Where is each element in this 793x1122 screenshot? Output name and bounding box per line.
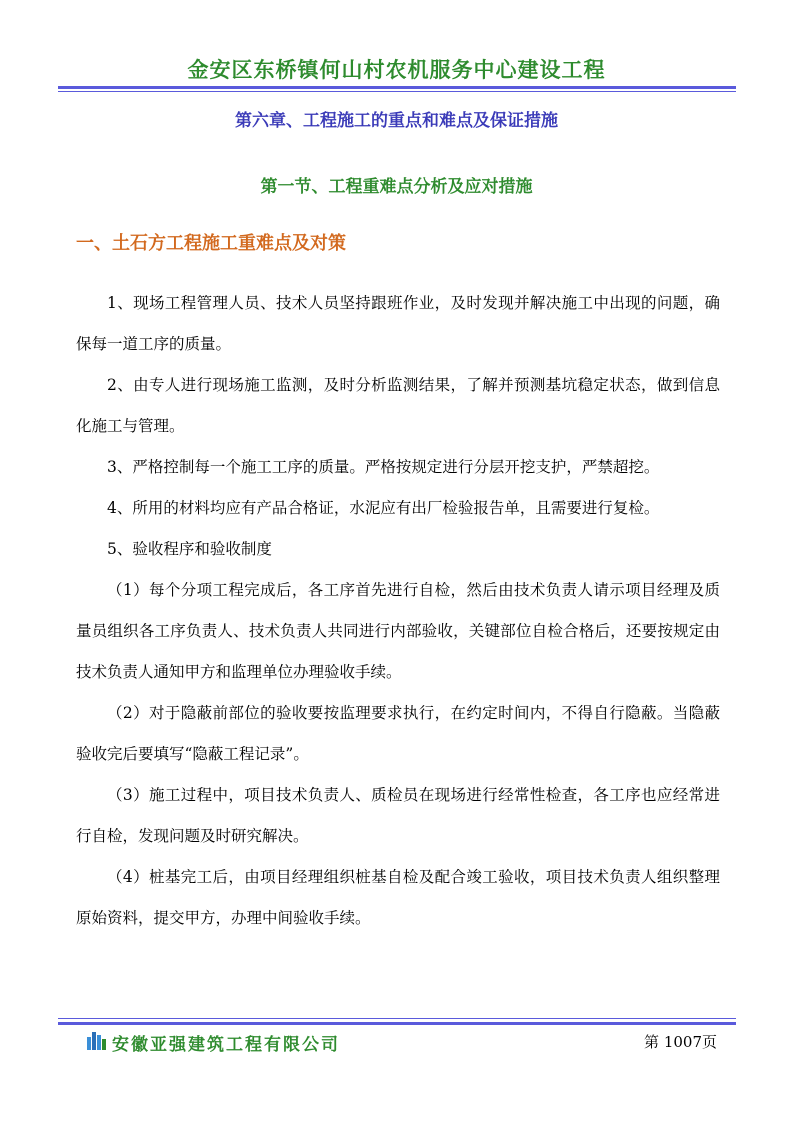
paragraph-4: 4、所用的材料均应有产品合格证，水泥应有出厂检验报告单，且需要进行复检。 <box>107 499 660 517</box>
header-title: 金安区东桥镇何山村农机服务中心建设工程 <box>187 58 606 82</box>
paragraph-5: 5、验收程序和验收制度 <box>107 540 272 558</box>
paragraph-2: 2、由专人进行现场施工监测，及时分析监测结果，了解并预测基坑稳定状态，做到信息化施工与管理。 <box>76 376 720 435</box>
page-number: 第 1007页 <box>644 1033 717 1051</box>
heading-earthwork: 一、土石方工程施工重难点及对策 <box>76 233 346 254</box>
header-rule-thick <box>58 86 736 89</box>
footer-rule-thin <box>58 1018 736 1019</box>
footer-rule-thick <box>58 1022 736 1025</box>
paragraph-5-2: （2）对于隐蔽前部位的验收要按监理要求执行，在约定时间内，不得自行隐蔽。当隐蔽验收完后要填写“隐蔽工程记录”。 <box>76 704 720 763</box>
paragraph-5-1: （1）每个分项工程完成后，各工序首先进行自检，然后由技术负责人请示项目经理及质量员组织各工序负责人、技术负责人共同进行内部验收，关键部位自检合格后，还要按规定由技术负责人通知甲方和监理单位办理验收手续。 <box>76 581 720 681</box>
building-logo-icon <box>86 1029 108 1051</box>
body-text <box>76 283 720 939</box>
chapter-title: 第六章、工程施工的重点和难点及保证措施 <box>235 111 558 131</box>
paragraph-5-4: （4）桩基完工后，由项目经理组织桩基自检及配合竣工验收，项目技术负责人组织整理原始资料，提交甲方，办理中间验收手续。 <box>76 868 720 927</box>
paragraph-3: 3、严格控制每一个施工工序的质量。严格按规定进行分层开挖支护，严禁超挖。 <box>107 458 660 476</box>
footer-company-name: 安徽亚强建筑工程有限公司 <box>112 1035 340 1055</box>
paragraph-5-3: （3）施工过程中，项目技术负责人、质检员在现场进行经常性检查，各工序也应经常进行自检，发现问题及时研究解决。 <box>76 786 720 845</box>
paragraph-1: 1、现场工程管理人员、技术人员坚持跟班作业，及时发现并解决施工中出现的问题，确保每一道工序的质量。 <box>76 294 720 353</box>
section-title: 第一节、工程重难点分析及应对措施 <box>260 177 533 197</box>
header-rule-thin <box>58 91 736 92</box>
